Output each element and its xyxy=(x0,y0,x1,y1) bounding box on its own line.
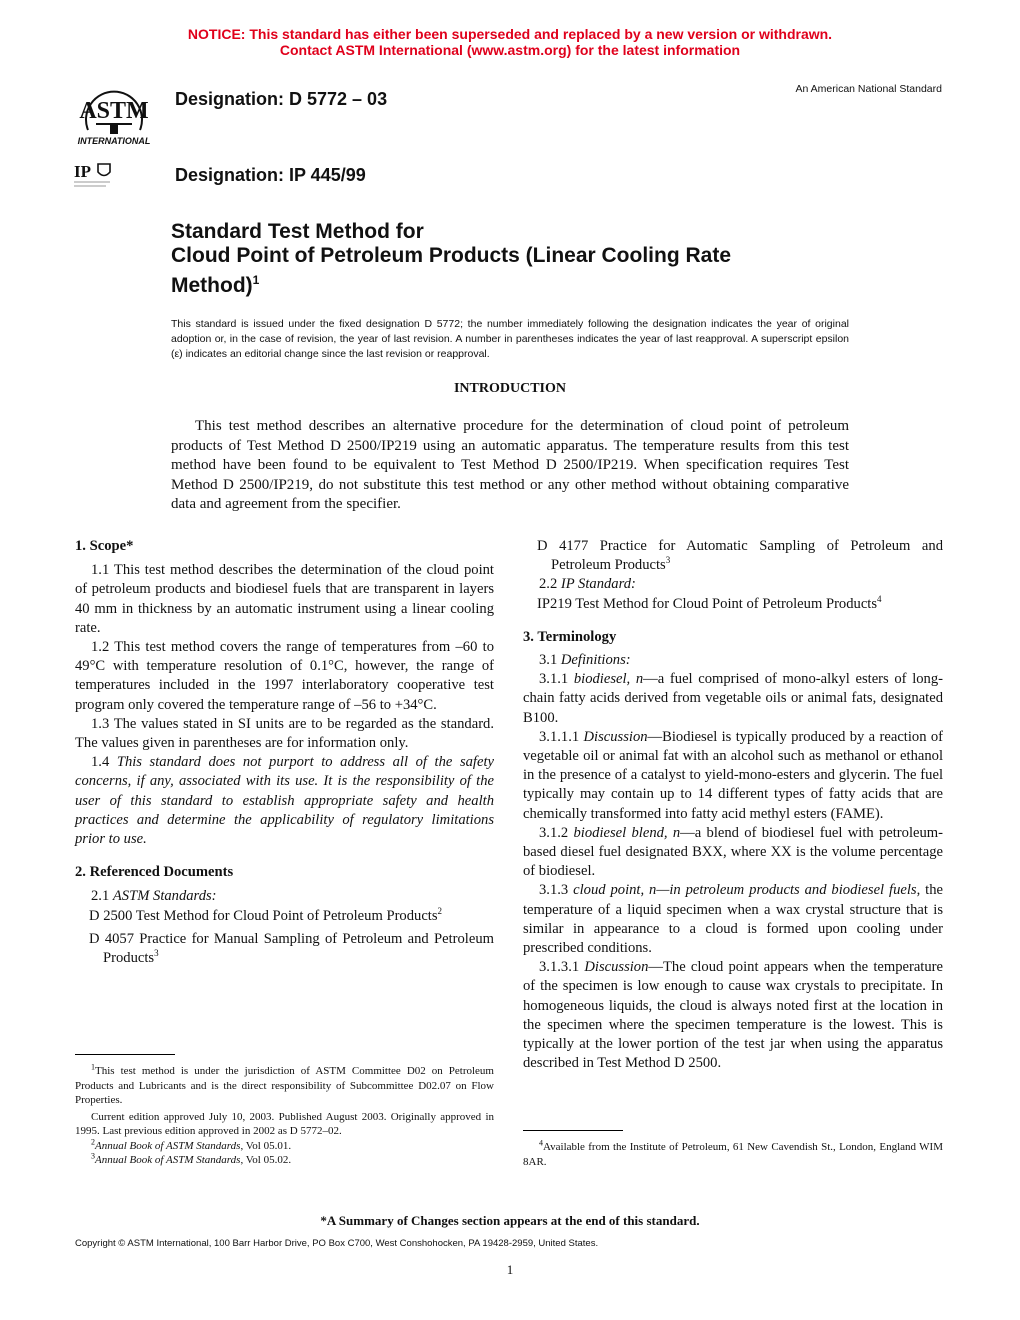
footnote-divider-left xyxy=(75,1054,175,1055)
astm-logo xyxy=(66,78,162,148)
title-line-1: Standard Test Method for xyxy=(171,220,424,243)
footnote-4: $^4$Available from the Institute of Petroleum, 61 New Cavendish St., London, England WIM 8AR. xyxy=(523,1138,943,1168)
discussion-biodiesel: 3.1.1.1 Discussion—Biodiesel is typically produced by a reaction of vegetable oil or animal fat with an alcohol such as methanol or ethanol in the presence of a catalyst to yield-mono-esters and glycerin. The fuel typically may contain up to 14 different types of fatty acids that are chemically transformed into fatty acid methyl esters (FAME). xyxy=(523,728,944,822)
terminology-heading: 3. Terminology xyxy=(523,628,617,645)
national-standard-label: An American National Standard xyxy=(795,83,942,95)
scope-1-1: 1.1 This test method describes the determination of the cloud point of petroleum products and biodiesel fuels that are transparent in layers 40 mm in thickness by an automatic instrument using a linear cooling rate. xyxy=(75,562,494,636)
title-footnote-mark: 1 xyxy=(252,273,260,287)
designation-astm: Designation: D 5772 – 03 xyxy=(175,89,388,109)
designation-ip: Designation: IP 445/99 xyxy=(175,165,366,185)
right-column xyxy=(523,537,943,1073)
discussion-cloud-point: 3.1.3.1 Discussion—The cloud point appears when the temperature of the specimen is low enough to cause wax crystals to precipitate. In homogeneous liquids, the cloud is always noted first at the location in the specimen where the specimen temperature is the lowest. This is typically at the lower portion of the test jar when using the apparatus described in Test Method D 2500. xyxy=(523,959,943,1072)
title-line-2: Cloud Point of Petroleum Products (Linear Cooling Rate xyxy=(171,244,732,267)
footnote-1-edition: Current edition approved July 10, 2003. Published August 2003. Originally approved in 1995. Last previous edition approved in 2002 as D 5772–02. xyxy=(75,1110,494,1137)
supersession-notice xyxy=(0,26,1020,58)
footnotes-left xyxy=(75,1064,494,1168)
astm-logo-caption: INTERNATIONAL xyxy=(77,136,151,146)
ref-ip219: IP219 Test Method for Cloud Point of Petroleum Products$^4$ xyxy=(537,593,882,612)
introduction-heading: INTRODUCTION xyxy=(453,381,566,396)
ip-standard-label: 2.2 IP Standard: xyxy=(539,576,636,593)
page-number: 1 xyxy=(506,1262,514,1277)
notice-line-1: NOTICE: This standard has either been superseded and replaced by a new version or withdrawn. xyxy=(187,26,833,42)
astm-standards-label: 2.1 ASTM Standards: xyxy=(91,888,217,905)
scope-heading: 1. Scope* xyxy=(75,538,134,554)
issued-note: This standard is issued under the fixed designation D 5772; the number immediately following the designation indicates the year of original adoption or, in the case of revision, the year of last revision. A number in parentheses indicates the year of last reapproval. A superscript epsilon (ε) indicates an editorial change since the last revision or reapproval. xyxy=(171,318,849,360)
ref-d4177: D 4177 Practice for Automatic Sampling of Petroleum and Petroleum Products$^3$ xyxy=(537,538,943,574)
footnote-3: $^3$Annual Book of ASTM Standards, Vol 05.02. xyxy=(91,1151,292,1166)
footnote-2: $^2$Annual Book of ASTM Standards, Vol 05.01. xyxy=(91,1136,292,1152)
scope-1-2: 1.2 This test method covers the range of temperatures from –60 to 49°C with temperature resolution of 0.1°C, however, the range of temperatures included in the 1997 interlaboratory cooperative test program only covered the temperature range of –56 to +34°C. xyxy=(75,639,494,713)
introduction-text: This test method describes an alternative procedure for the determination of cloud point of petroleum products of Test Method D 2500/IP219 using an automatic apparatus. The temperature results from this test method have been found to be equivalent to Test Method D 2500/IP219. When specification requires Test Method D 2500/IP219, do not substitute this test method or any other method without obtaining comparative data and agreement from the specifier. xyxy=(171,418,849,512)
def-biodiesel: 3.1.1 biodiesel, n—a fuel comprised of mono-alkyl esters of long-chain fatty acids derived from vegetable oils or animal fats, designated B100. xyxy=(523,671,943,726)
referenced-documents-heading: 2. Referenced Documents xyxy=(75,864,234,881)
astm-logo-text: ASTM xyxy=(79,98,149,124)
def-cloud-point: 3.1.3 cloud point, n—in petroleum products and biodiesel fuels, the temperature of a liquid specimen when a wax crystal structure that is similar in appearance to a cloud is formed upon cooling under prescribed conditions. xyxy=(523,882,943,957)
ref-d4057: D 4057 Practice for Manual Sampling of Petroleum and Petroleum Products$^3$ xyxy=(89,930,494,967)
notice-line-2: Contact ASTM International (www.astm.org) for the latest information xyxy=(279,42,741,58)
document-title xyxy=(171,220,831,298)
scope-1-4: 1.4 This standard does not purport to address all of the safety concerns, if any, associated with its use. It is the responsibility of the user of this standard to establish appropriate safety and health practices and determine the applicability of regulatory limitations prior to use. xyxy=(75,754,494,848)
copyright-line: Copyright © ASTM International, 100 Barr Harbor Drive, PO Box C700, West Conshohocken, PA 19428-2959, United States. xyxy=(75,1238,599,1249)
footnote-divider-right xyxy=(523,1130,623,1131)
title-line-3: Method)$^1$ xyxy=(171,273,260,297)
def-biodiesel-blend: 3.1.2 biodiesel blend, n—a blend of biodiesel fuel with petroleum-based diesel fuel designated BXX, where XX is the volume percentage of biodiesel. xyxy=(523,824,943,880)
definitions-label: 3.1 Definitions: xyxy=(539,652,631,669)
ref-d2500: D 2500 Test Method for Cloud Point of Petroleum Products$^2$ xyxy=(89,905,443,924)
footnotes-right xyxy=(523,1140,943,1169)
scope-1-3: 1.3 The values stated in SI units are to be regarded as the standard. The values given in parentheses are for information only. xyxy=(75,715,494,752)
ip-logo xyxy=(72,160,116,192)
ip-logo-text: IP xyxy=(74,162,91,181)
summary-of-changes-note: *A Summary of Changes section appears at the end of this standard. xyxy=(320,1213,700,1228)
footnote-1: $^1$This test method is under the jurisdiction of ASTM Committee D02 on Petroleum Products and Lubricants and is the direct responsibility of Subcommittee D02.07 on Flow Properties. xyxy=(75,1062,494,1106)
left-column xyxy=(75,537,494,968)
